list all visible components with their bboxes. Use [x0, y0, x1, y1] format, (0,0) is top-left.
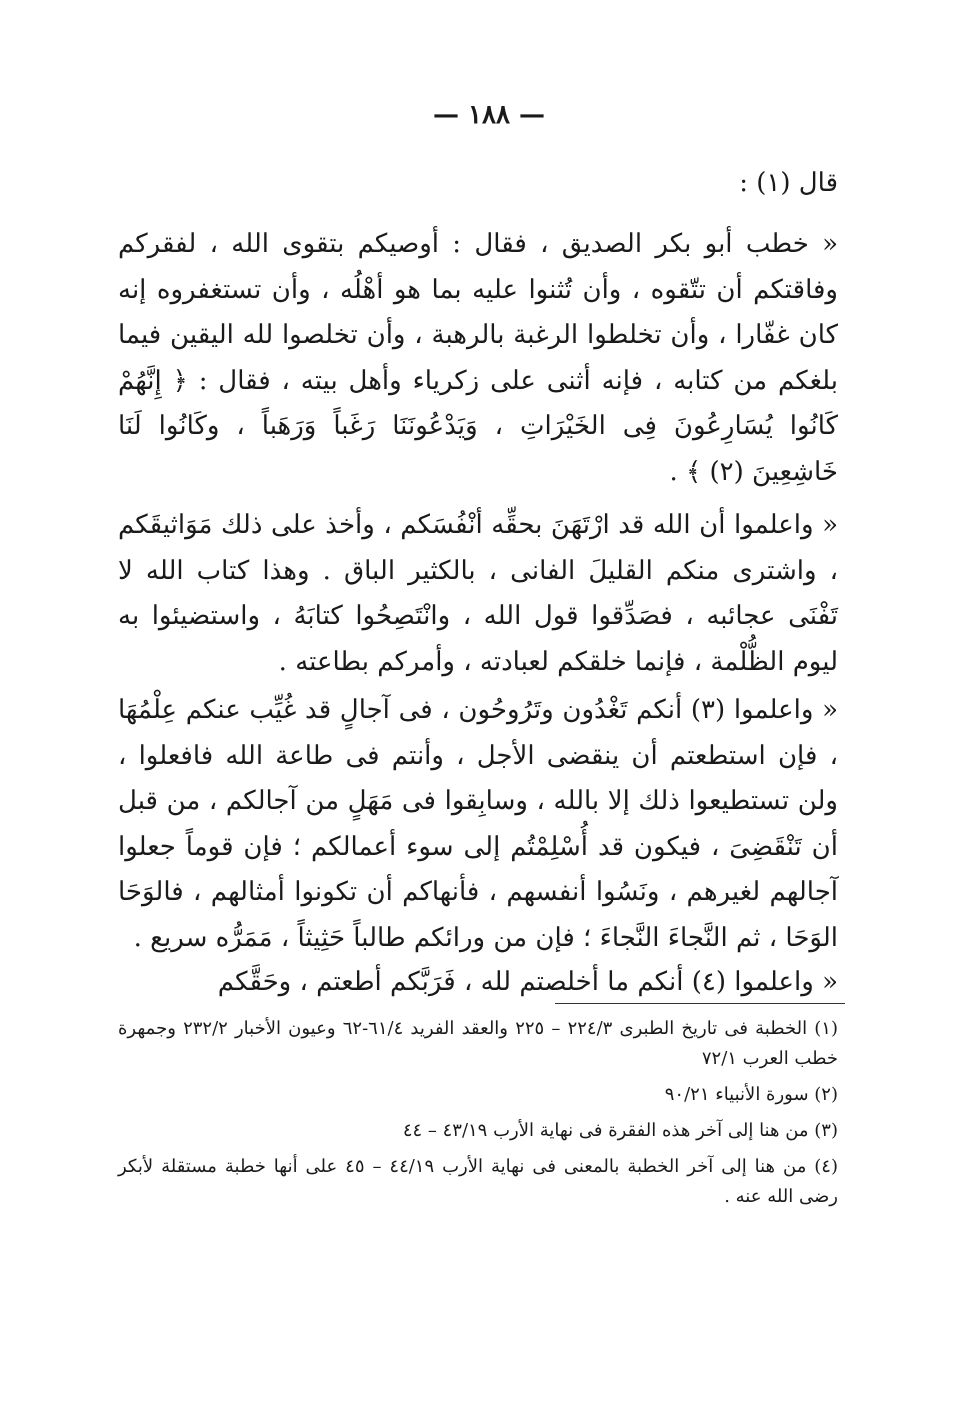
paragraph-4: « واعلموا (٤) أنكم ما أخلصتم لله ، فَرَبَّكم أطعتم ، وحَقَّكم: [217, 967, 838, 997]
footnotes: [118, 1014, 838, 1218]
paragraph-2: « واعلموا أن الله قد ارْتَهَنَ بحقِّه أنْفُسَكم ، وأخذ على ذلك مَوَاثيقَكم ، واشترى منكم القليلَ الفانى ، بالكثير الباق . وهذا كتاب الله لا تَفْنَى عجائبه ، فصَدِّقوا قول الله ، وانْتَصِحُوا كتابَهُ ، واستضيئوا به ليوم الظُّلْمة ، فإنما خلقكم لعبادته ، وأمركم بطاعته .: [118, 510, 838, 677]
footnote-4: (٤) من هنا إلى آخر الخطبة بالمعنى فى نهاية الأرب ٤٤/١٩ – ٤٥ على أنها خطبة مستقلة لأبكر رضى الله عنه .: [118, 1156, 838, 1207]
paragraph-1: « خطب أبو بكر الصديق ، فقال : أوصيكم بتقوى الله ، لفقركم وفاقتكم أن تتّقوه ، وأن تُثنوا عليه بما هو أهْلُه ، وأن تستغفروه إنه كان غفّارا ، وأن تخلطوا الرغبة بالرهبة ، وأن تخلصوا لله اليقين فيما بلغكم من كتابه ، فإنه أثنى على زكرياء وأهل بيته ، فقال : ﴿ إِنَّهُمْ كَانُوا يُسَارِعُونَ فِى الخَيْرَاتِ ، وَيَدْعُونَنَا رَغَباً وَرَهَباً ، وكَانُوا لَنَا خَاشِعِينَ (٢) ﴾ .: [118, 229, 838, 487]
footnote-3: (٣) من هنا إلى آخر هذه الفقرة فى نهاية الأرب ٤٣/١٩ – ٤٤: [402, 1120, 838, 1141]
footnote-divider: [555, 1003, 845, 1004]
intro-line: قال (١) :: [739, 168, 838, 198]
page-number: — ١٨٨ —: [432, 100, 546, 130]
footnote-2: (٢) سورة الأنبياء ٩٠/٢١: [664, 1084, 838, 1105]
paragraph-3: « واعلموا (٣) أنكم تَغْدُون وتَرُوحُون ، فى آجالٍ قد غُيِّب عنكم عِلْمُهَا ، فإن استطعتم أن ينقضى الأجل ، وأنتم فى طاعة الله فافعلوا ، ولن تستطيعوا ذلك إلا بالله ، وسابِقوا فى مَهَلٍ من آجالكم ، من قبل أن تَنْقَضِىَ ، فيكون قد أُسْلِمْتُم إلى سوء أعمالكم ؛ فإن قوماً جعلوا آجالهم لغيرهم ، ونَسُوا أنفسهم ، فأنهاكم أن تكونوا أمثالهم ، فالوَحَا الوَحَا ، ثم النَّجاءَ النَّجاءَ ؛ فإن من ورائكم طالباً حَثِيثاً ، مَمَرُّه سريع .: [118, 695, 838, 953]
footnote-1: (١) الخطبة فى تاريخ الطبرى ٢٢٤/٣ – ٢٢٥ والعقد الفريد ٦١/٤-٦٢ وعيون الأخبار ٢٣٢/٢ وجمهرة خطب العرب ٧٢/١: [118, 1018, 838, 1069]
